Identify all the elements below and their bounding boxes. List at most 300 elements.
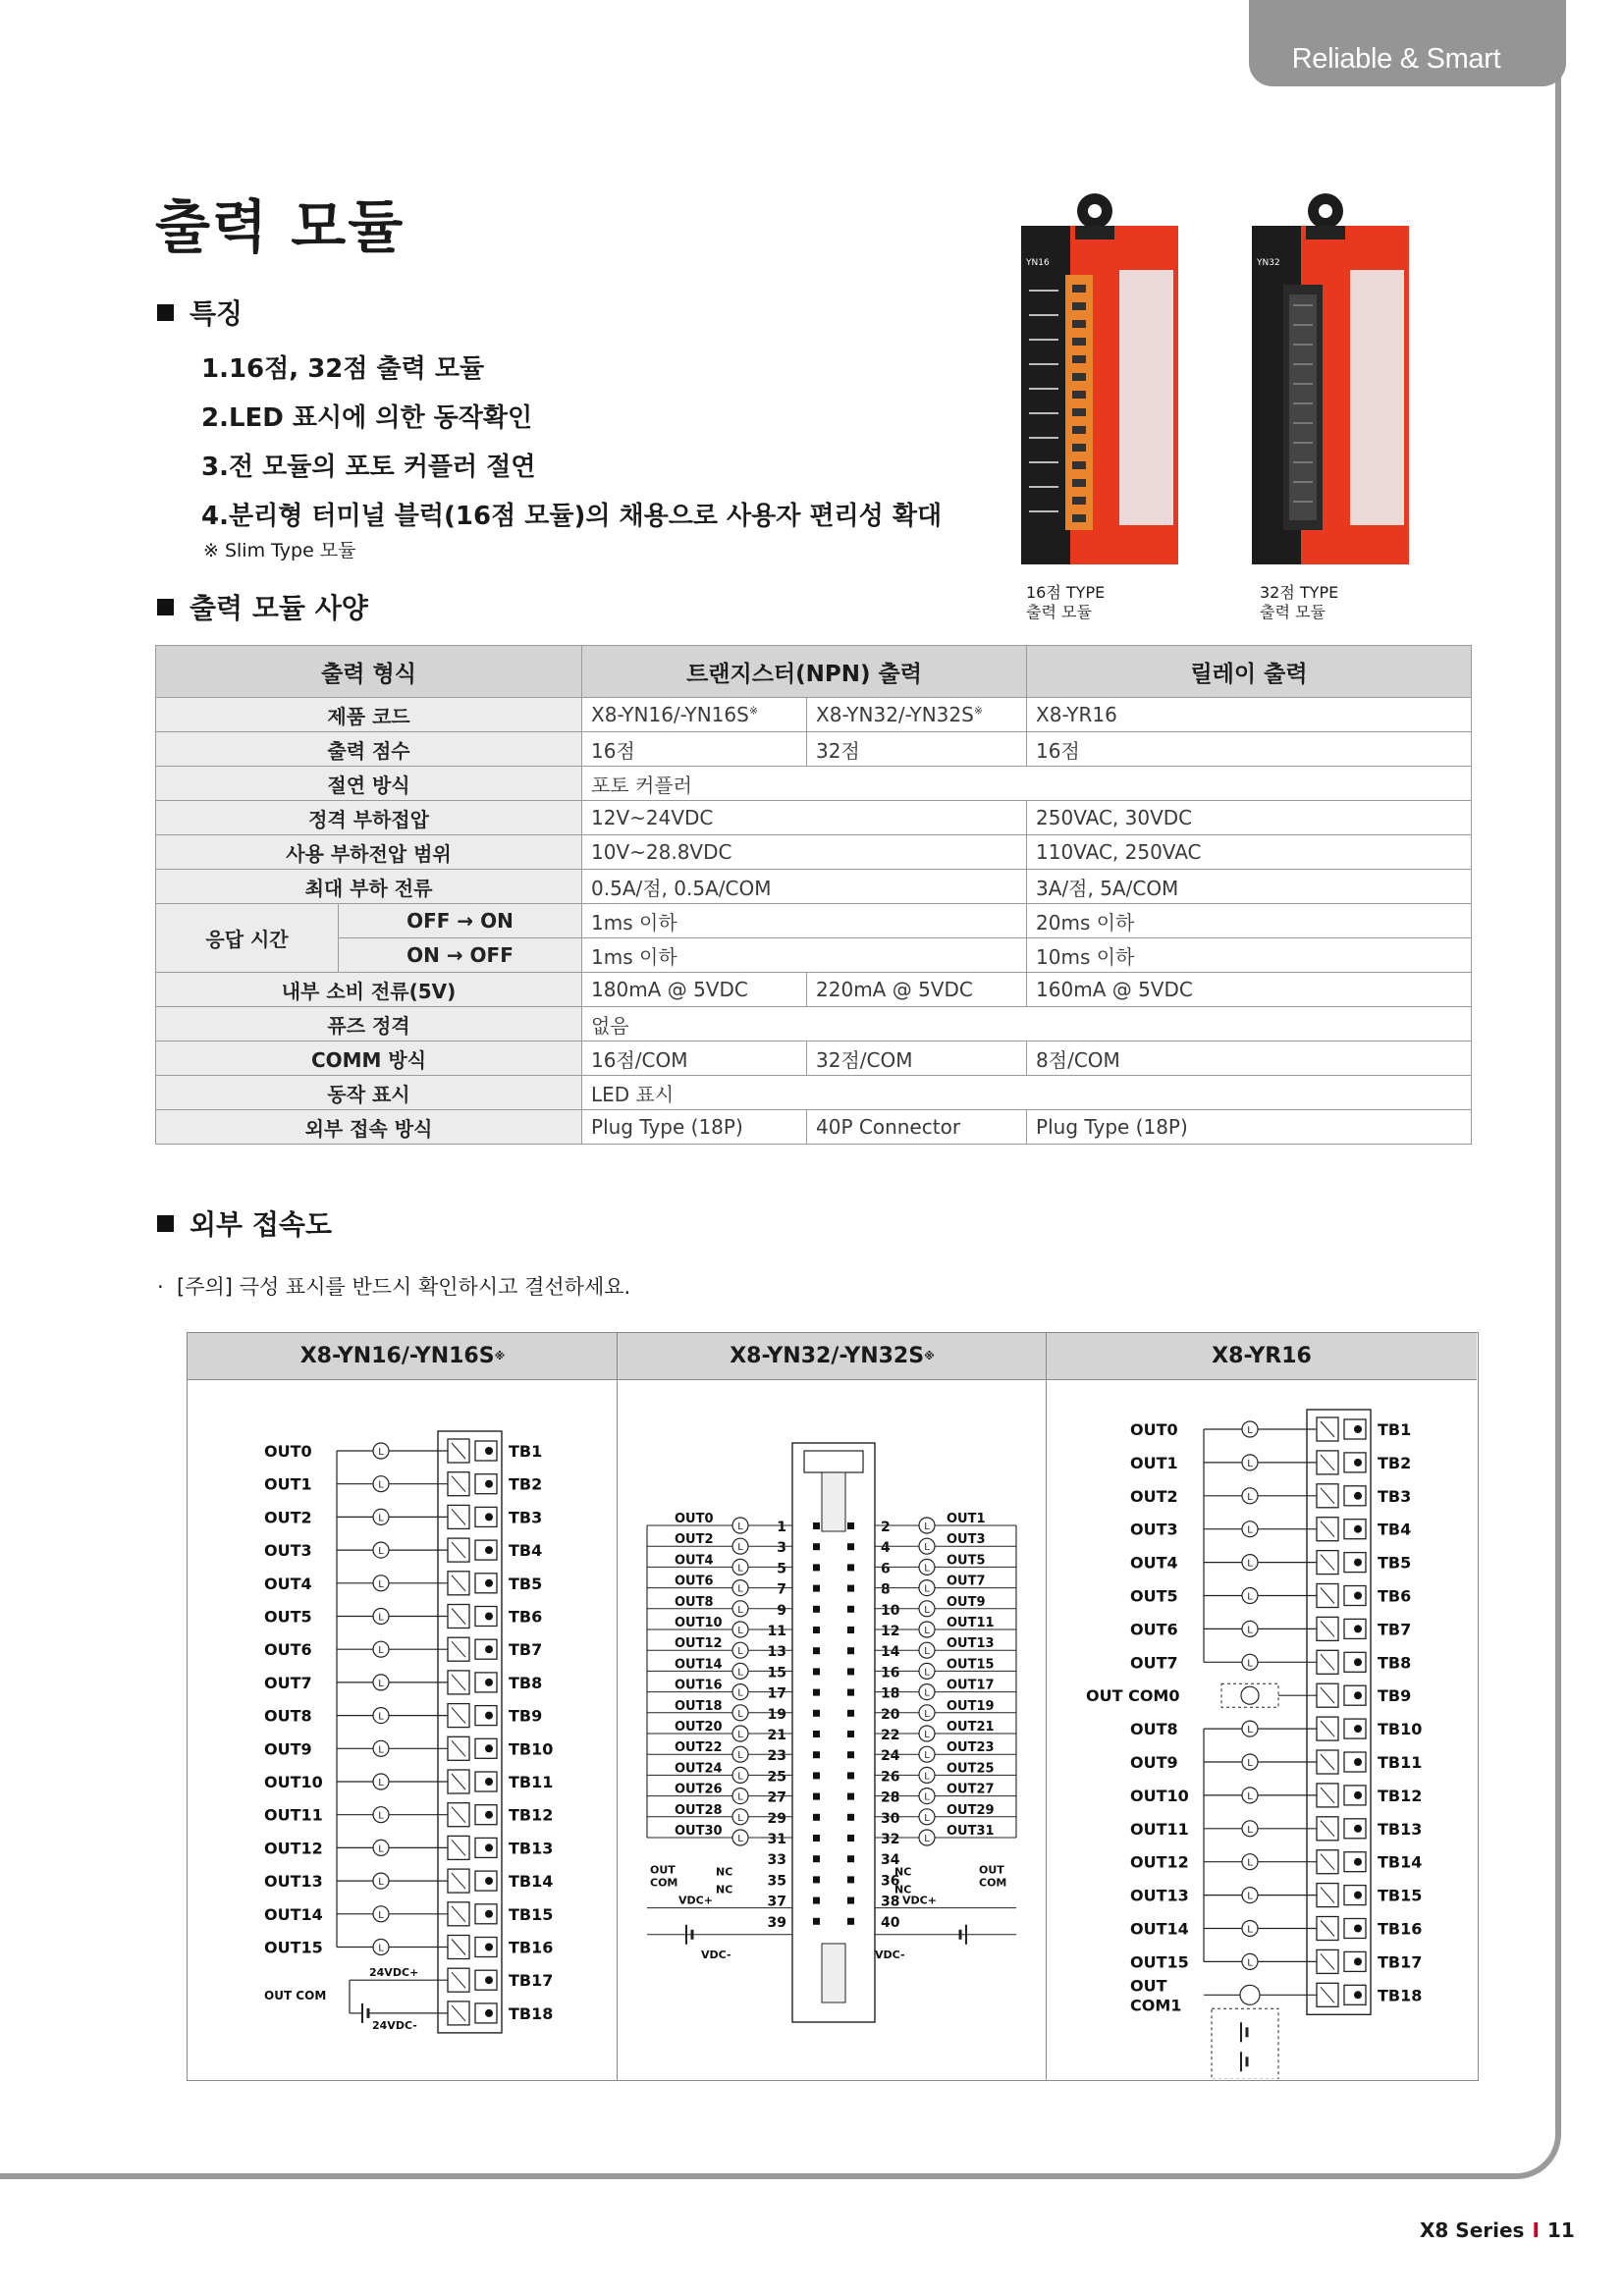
terminal-pin [1354,1658,1362,1666]
lamp-letter: L [737,1626,743,1636]
output-label: OUT0 [1130,1420,1178,1439]
connector-latch [804,1451,863,1472]
lamp-letter: L [924,1563,930,1575]
row-label: 외부 접속 방식 [156,1110,582,1145]
lamp-letter: L [1247,1891,1253,1902]
product-caption-yn16: 16점 TYPE 출력 모듈 [1026,583,1106,621]
terminal-label: TB9 [509,1706,543,1726]
output-label: OUT17 [947,1678,995,1693]
lamp-letter: L [1247,1458,1253,1469]
lamp-letter: L [1247,1658,1253,1670]
pin-square [813,1543,820,1550]
terminal-label: TB12 [1378,1786,1423,1805]
table-cell: 16점/COM [582,1041,807,1076]
lamp-letter: L [737,1771,743,1783]
terminal-label: TB5 [509,1574,543,1593]
lamp-letter: L [924,1791,930,1803]
table-row [156,904,1472,938]
terminal-pin [1354,1791,1362,1799]
bullet-square-icon [157,304,174,321]
table-row [156,973,1472,1007]
pin-square [813,1710,820,1717]
output-label: OUT29 [947,1802,995,1818]
terminal-label: TB7 [1378,1620,1412,1639]
pin-number: 38 [881,1894,900,1910]
table-cell: Plug Type (18P) [1027,1110,1472,1145]
lamp-letter: L [1247,1790,1253,1802]
output-label: OUT3 [947,1532,986,1548]
pin-square [847,1689,854,1696]
pin-square [847,1585,854,1592]
pin-square [847,1897,854,1904]
terminal-label: TB2 [509,1474,543,1494]
table-cell: 10V~28.8VDC [582,835,1027,870]
out-com-label: OUT [650,1863,676,1877]
output-label: OUT14 [675,1657,723,1673]
terminal-pin [1354,1991,1362,1999]
row-label: 정격 부하접압 [156,801,582,835]
row-label: 내부 소비 전류(5V) [156,973,582,1007]
lamp-letter: L [378,1645,384,1657]
terminal-pin [485,1645,493,1653]
pin-square [847,1876,854,1883]
terminal-pin [485,1546,493,1554]
lamp-letter: L [378,1744,384,1756]
lamp-letter: L [378,1612,384,1624]
header-cell: 출력 형식 [156,646,582,698]
pin-number: 18 [881,1685,900,1702]
lamp-letter: L [378,1943,384,1954]
terminal-label: TB18 [509,2003,554,2023]
output-label: OUT12 [675,1636,723,1652]
output-label: OUT3 [1130,1520,1178,1539]
pin-number: 8 [881,1581,891,1598]
terminal-pin [485,2009,493,2017]
table-cell: Plug Type (18P) [582,1110,807,1145]
terminal-pin [1354,1425,1362,1433]
output-label: OUT18 [675,1698,723,1714]
pin-number: 15 [767,1665,786,1682]
pin-square [847,1855,854,1862]
output-label: OUT4 [1130,1553,1178,1573]
output-label: OUT9 [264,1739,312,1759]
pin-square [847,1710,854,1717]
lamp-letter: L [1247,1491,1253,1503]
output-label: OUT9 [1130,1753,1178,1772]
pin-square [813,1876,820,1883]
output-label: OUT7 [1130,1653,1178,1673]
terminal-label: TB11 [1378,1753,1423,1772]
row-label: COMM 방식 [156,1041,582,1076]
terminal-pin [485,1910,493,1918]
pin-square [813,1627,820,1633]
terminal-label: TB15 [509,1904,554,1924]
pin-square [813,1564,820,1571]
output-label: OUT8 [675,1594,714,1610]
terminal-pin [1354,1691,1362,1699]
lamp-letter: L [1247,1625,1253,1636]
table-cell: 포토 커플러 [582,767,1472,801]
terminal-label: TB4 [509,1541,543,1561]
table-cell: 8점/COM [1027,1041,1472,1076]
pin-number: 33 [767,1852,786,1869]
output-label: OUT10 [264,1773,323,1791]
table-cell: LED 표시 [582,1076,1472,1110]
spec-header-row [156,646,1472,698]
terminal-pin [1354,1925,1362,1933]
table-cell: 20ms 이하 [1027,904,1472,938]
lamp-letter: L [924,1834,930,1844]
pin-square [847,1627,854,1633]
nc-label: NC [894,1883,912,1896]
lamp-letter: L [924,1522,930,1532]
lamp-letter: L [378,1678,384,1689]
terminal-pin [1354,1725,1362,1733]
table-cell: 0.5A/점, 0.5A/COM [582,870,1027,904]
row-sublabel: ON → OFF [339,938,582,973]
lamp-letter: L [378,1479,384,1491]
output-label: OUT6 [1130,1620,1178,1639]
table-cell: X8-YN32/-YN32S※ [807,698,1027,732]
connector-key [822,1944,845,2002]
table-cell: 220mA @ 5VDC [807,973,1027,1007]
out-com1-label: OUT [1130,1976,1167,1996]
row-label: 퓨즈 정격 [156,1007,582,1041]
output-label: OUT27 [947,1782,995,1797]
table-cell: 180mA @ 5VDC [582,973,807,1007]
pin-number: 39 [767,1914,786,1931]
pin-number: 20 [881,1706,900,1723]
output-label: OUT0 [675,1512,714,1526]
pin-square [847,1543,854,1550]
terminal-label: TB10 [509,1739,554,1759]
output-label: OUT25 [947,1761,995,1777]
lamp-letter: L [378,1810,384,1822]
vdc-minus-label: 24VDC- [372,2018,417,2032]
output-label: OUT13 [1130,1886,1189,1905]
pin-number: 36 [881,1873,900,1890]
output-label: OUT22 [675,1740,723,1756]
table-cell: 32점 [807,732,1027,767]
lamp-letter: L [1247,1524,1253,1536]
features-note: ※ Slim Type 모듈 [203,540,356,561]
terminal-label: TB7 [509,1640,543,1660]
table-cell: 160mA @ 5VDC [1027,973,1472,1007]
header-cell: 릴레이 출력 [1027,646,1472,698]
pin-number: 34 [881,1852,900,1869]
output-label: OUT7 [947,1574,986,1589]
terminal-pin [485,1579,493,1587]
lamp-letter: L [924,1708,930,1720]
lamp-letter: L [737,1687,743,1699]
page-title: 출력 모듈 [155,193,406,260]
terminal-pin [485,1877,493,1885]
table-cell: 3A/점, 5A/COM [1027,870,1472,904]
pin-number: 26 [881,1769,900,1786]
pin-square [847,1522,854,1529]
terminal-label: TB8 [509,1673,543,1692]
lamp-letter: L [378,1711,384,1723]
terminal-label: TB1 [1378,1420,1412,1439]
terminal-label: TB10 [1378,1720,1423,1739]
lamp-letter: L [924,1626,930,1636]
vdc-minus-label: VDC- [701,1948,731,1961]
ac-source-icon [1241,1686,1259,1704]
terminal-pin [1354,1559,1362,1567]
terminal-label: TB16 [509,1938,554,1957]
ac-source-icon [1240,1985,1260,2004]
output-label: OUT8 [264,1706,312,1726]
terminal-pin [1354,1892,1362,1899]
out-com-label: COM [650,1876,678,1890]
lamp-letter: L [378,1513,384,1524]
terminal-pin [485,1811,493,1819]
output-label: OUT2 [675,1532,714,1548]
vdc-plus-label: 24VDC+ [369,1966,419,1980]
power-box [1212,2008,1278,2079]
terminal-pin [1354,1492,1362,1500]
terminal-label: TB15 [1378,1886,1423,1905]
lamp-letter: L [924,1812,930,1824]
output-label: OUT12 [264,1839,323,1858]
lamp-letter: L [924,1771,930,1783]
lamp-letter: L [378,1578,384,1590]
terminal-label: TB16 [1378,1919,1423,1939]
row-label: 최대 부하 전류 [156,870,582,904]
pin-number: 17 [767,1685,786,1702]
lamp-letter: L [378,1546,384,1558]
terminal-label: TB14 [509,1872,554,1892]
output-label: OUT10 [1130,1786,1189,1805]
terminal-label: TB12 [509,1805,554,1825]
row-label: 제품 코드 [156,698,582,732]
terminal-label: TB14 [1378,1852,1423,1872]
out-com-label: OUT [979,1863,1004,1877]
out-com-label: COM [979,1876,1007,1890]
pin-number: 13 [767,1644,786,1661]
product-label: YN16 [1026,258,1050,268]
terminal-pin [485,1613,493,1621]
pin-square [847,1918,854,1925]
pin-number: 35 [767,1873,786,1890]
pin-number: 3 [777,1540,786,1557]
pin-number: 5 [777,1561,786,1577]
terminal-pin [485,1679,493,1686]
terminal-pin [485,1513,493,1521]
wiring-notice: · [주의] 극성 표시를 반드시 확인하시고 결선하세요. [157,1275,631,1299]
header-cell: 트랜지스터(NPN) 출력 [582,646,1027,698]
pin-number: 4 [881,1540,891,1557]
pin-square [847,1647,854,1654]
lamp-letter: L [737,1812,743,1824]
product-image-yn32 [1252,187,1429,579]
row-label: 동작 표시 [156,1076,582,1110]
features-heading: 특징 [157,293,243,332]
table-cell: 없음 [582,1007,1472,1041]
pin-square [847,1814,854,1821]
output-label: OUT11 [1130,1819,1189,1839]
row-label: 출력 점수 [156,732,582,767]
output-label: OUT24 [675,1761,723,1777]
pin-number: 25 [767,1769,786,1786]
table-cell: 110VAC, 250VAC [1027,835,1472,870]
pin-number: 29 [767,1810,786,1827]
terminal-label: TB11 [509,1773,554,1791]
pin-number: 12 [881,1624,900,1639]
table-cell: 250VAC, 30VDC [1027,801,1472,835]
output-label: OUT30 [675,1824,723,1839]
terminal-label: TB1 [509,1442,543,1461]
output-label: OUT7 [264,1673,312,1692]
table-cell: 16점 [582,732,807,767]
table-cell: X8-YR16 [1027,698,1472,732]
lamp-letter: L [378,1909,384,1921]
table-row [156,698,1472,732]
pin-square [847,1731,854,1737]
pin-number: 22 [881,1728,900,1743]
feature-item: 1.16점, 32점 출력 모듈 [201,354,485,384]
output-label: OUT21 [947,1720,995,1735]
table-row [156,732,1472,767]
pin-square [813,1772,820,1779]
pin-square [813,1793,820,1800]
terminal-label: TB18 [1378,1986,1423,2005]
pin-square [847,1835,854,1842]
wiring-yn32 [618,1382,1046,2079]
output-label: OUT19 [947,1698,995,1714]
lamp-letter: L [737,1604,743,1616]
output-label: OUT10 [675,1616,723,1630]
lamp-letter: L [924,1646,930,1658]
lamp-letter: L [737,1730,743,1740]
lamp-letter: L [924,1604,930,1616]
output-label: OUT1 [1130,1453,1178,1472]
terminal-label: TB2 [1378,1453,1412,1472]
terminal-pin [485,1480,493,1488]
lamp-letter: L [737,1563,743,1575]
lamp-letter: L [1247,1924,1253,1936]
output-label: OUT6 [264,1640,312,1660]
table-cell: 1ms 이하 [582,904,1027,938]
feature-item: 3.전 모듈의 포토 커플러 절연 [201,453,536,482]
pin-number: 21 [767,1728,786,1743]
table-cell: 40P Connector [807,1110,1027,1145]
pin-square [813,1522,820,1529]
lamp-letter: L [1247,1758,1253,1769]
pin-number: 30 [881,1810,900,1827]
output-label: OUT11 [947,1616,995,1630]
table-cell: 12V~24VDC [582,801,1027,835]
pin-square [847,1751,854,1758]
table-cell: 32점/COM [807,1041,1027,1076]
table-cell: 1ms 이하 [582,938,1027,973]
pin-number: 19 [767,1706,786,1723]
feature-item: 2.LED 표시에 의한 동작확인 [201,403,533,433]
terminal-pin [485,1778,493,1786]
pin-square [847,1793,854,1800]
output-label: OUT2 [264,1508,312,1527]
output-label: OUT28 [675,1802,723,1818]
pin-number: 27 [767,1789,786,1806]
terminal-label: TB17 [509,1971,554,1991]
lamp-letter: L [924,1583,930,1595]
pin-number: 40 [881,1914,900,1931]
lamp-letter: L [924,1667,930,1679]
terminal-pin [485,1944,493,1951]
product-image-yn16 [1021,187,1198,579]
terminal-pin [485,1744,493,1752]
spec-table [155,645,1472,1145]
lamp-letter: L [737,1522,743,1532]
pin-square [813,1689,820,1696]
lamp-letter: L [378,1843,384,1855]
terminal-pin [1354,1592,1362,1600]
bullet-square-icon [157,1215,174,1232]
pin-number: 31 [767,1832,786,1847]
pin-square [847,1772,854,1779]
pin-square [847,1606,854,1613]
output-label: OUT26 [675,1782,723,1797]
out-com-label: OUT COM [264,1989,327,2003]
table-row [156,835,1472,870]
output-label: OUT0 [264,1442,312,1461]
pin-number: 14 [881,1644,900,1661]
vdc-minus-label: VDC- [875,1948,905,1961]
terminal-label: TB4 [1378,1520,1412,1539]
lamp-letter: L [378,1447,384,1458]
table-cell: X8-YN16/-YN16S※ [582,698,807,732]
lamp-letter: L [737,1667,743,1679]
pin-number: 28 [881,1789,900,1806]
lamp-letter: L [1247,1558,1253,1570]
output-label: OUT13 [947,1636,995,1652]
output-label: OUT14 [264,1904,323,1924]
lamp-letter: L [924,1687,930,1699]
terminal-label: TB9 [1378,1686,1412,1706]
pin-number: 37 [767,1894,786,1910]
table-row [156,1007,1472,1041]
terminal-label: TB5 [1378,1553,1412,1573]
terminal-label: TB3 [1378,1486,1412,1506]
pin-number: 32 [881,1832,900,1847]
lamp-letter: L [737,1750,743,1762]
terminal-pin [485,1976,493,1984]
terminal-label: TB3 [509,1508,543,1527]
pin-square [847,1668,854,1675]
pin-number: 6 [881,1561,891,1577]
lamp-letter: L [1247,1857,1253,1869]
pin-square [813,1897,820,1904]
terminal-pin [1354,1525,1362,1533]
output-label: OUT8 [1130,1720,1178,1739]
terminal-pin [1354,1957,1362,1965]
pin-number: 16 [881,1665,900,1682]
wiring-heading: 외부 접속도 [157,1203,332,1243]
output-label: OUT11 [264,1805,323,1825]
output-label: OUT2 [1130,1486,1178,1506]
output-label: OUT31 [947,1824,995,1839]
pin-square [847,1564,854,1571]
pin-number: 10 [881,1602,900,1619]
vdc-plus-label: VDC+ [678,1894,713,1907]
wiring-yn16 [188,1382,617,2079]
connector-key [822,1472,845,1531]
terminal-label: TB17 [1378,1952,1423,1972]
pin-square [813,1855,820,1862]
output-label: OUT15 [264,1938,323,1957]
pin-square [813,1751,820,1758]
out-com1-label: COM1 [1130,1996,1182,2015]
